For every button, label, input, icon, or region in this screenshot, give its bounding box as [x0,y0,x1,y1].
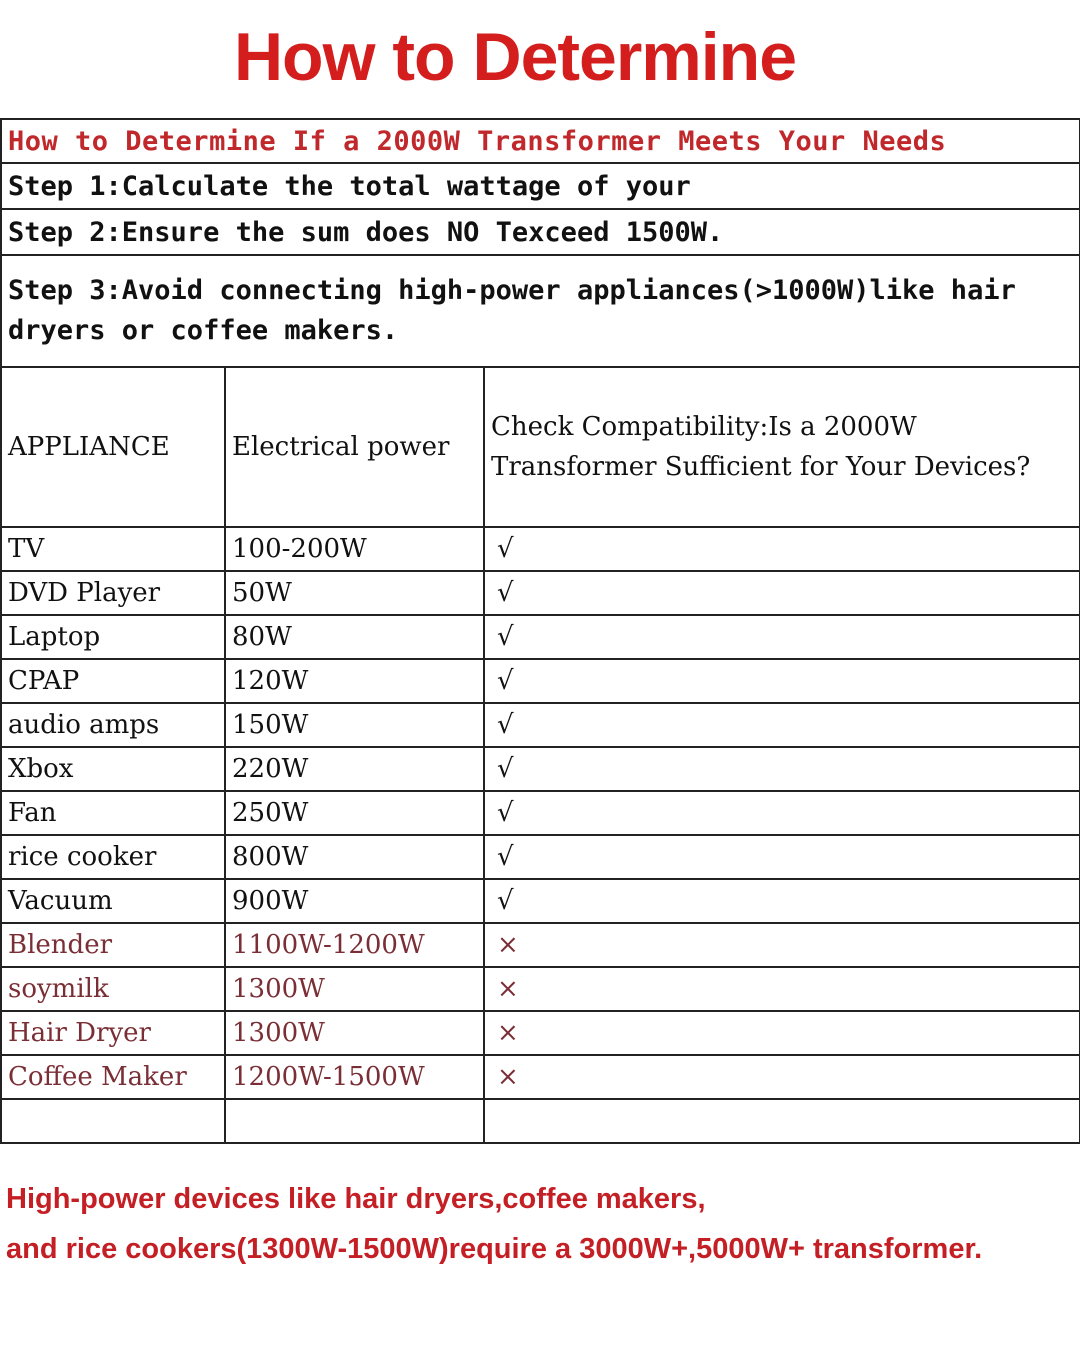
step-row [1,163,1080,209]
table-row [1,527,1080,571]
power-cell: 80W [225,615,484,659]
power-cell: 50W [225,571,484,615]
check-mark-icon: √ [484,835,1080,879]
check-mark-icon: √ [484,615,1080,659]
empty-row [1,1099,1080,1143]
empty-cell [225,1099,484,1143]
column-header-row [1,367,1080,527]
table-heading: How to Determine If a 2000W Transformer Meets Your Needs [1,119,1080,163]
power-cell: 1300W [225,967,484,1011]
appliance-cell: TV [1,527,225,571]
table-row [1,703,1080,747]
check-mark-icon: √ [484,879,1080,923]
check-mark-icon: √ [484,747,1080,791]
footer-note-line1: High-power devices like hair dryers,coffee makers, [6,1183,706,1215]
check-mark-icon: √ [484,527,1080,571]
appliance-cell: audio amps [1,703,225,747]
appliance-cell: DVD Player [1,571,225,615]
appliance-cell: Blender [1,923,225,967]
appliance-cell: Vacuum [1,879,225,923]
table-row [1,835,1080,879]
appliance-cell: Laptop [1,615,225,659]
step-2: Step 2:Ensure the sum does NO Texceed 1500W. [1,209,1080,255]
step-row [1,255,1080,367]
check-mark-icon: √ [484,703,1080,747]
table-row [1,1011,1080,1055]
cross-mark-icon: × [484,1011,1080,1055]
power-cell: 1300W [225,1011,484,1055]
step-1: Step 1:Calculate the total wattage of your [1,163,1080,209]
empty-cell [1,1099,225,1143]
table-row [1,1055,1080,1099]
appliance-cell: soymilk [1,967,225,1011]
page-title: How to Determine [233,19,797,95]
appliance-header: APPLIANCE [1,367,225,527]
check-mark-icon: √ [484,791,1080,835]
cross-mark-icon: × [484,967,1080,1011]
table-row [1,615,1080,659]
appliance-cell: Coffee Maker [1,1055,225,1099]
power-cell: 120W [225,659,484,703]
table-row [1,791,1080,835]
check-mark-icon: √ [484,571,1080,615]
table-row [1,967,1080,1011]
cross-mark-icon: × [484,923,1080,967]
heading-row [1,119,1080,163]
power-cell: 220W [225,747,484,791]
table-row [1,571,1080,615]
table-row [1,879,1080,923]
power-cell: 900W [225,879,484,923]
power-header: Electrical power [225,367,484,527]
compatibility-table [0,118,1080,1144]
check-mark-icon: √ [484,659,1080,703]
appliance-cell: Fan [1,791,225,835]
empty-cell [484,1099,1080,1143]
table-row [1,923,1080,967]
table-row [1,747,1080,791]
check-header: Check Compatibility:Is a 2000W Transformer Sufficient for Your Devices? [484,367,1080,527]
power-cell: 150W [225,703,484,747]
footer-note-line2: and rice cookers(1300W-1500W)require a 3000W+,5000W+ transformer. [6,1233,983,1265]
appliance-cell: Xbox [1,747,225,791]
step-3: Step 3:Avoid connecting high-power appliances(>1000W)like hair dryers or coffee makers. [1,255,1080,367]
cross-mark-icon: × [484,1055,1080,1099]
power-cell: 1100W-1200W [225,923,484,967]
power-cell: 800W [225,835,484,879]
appliance-cell: Hair Dryer [1,1011,225,1055]
step-row [1,209,1080,255]
appliance-cell: CPAP [1,659,225,703]
appliance-cell: rice cooker [1,835,225,879]
power-cell: 1200W-1500W [225,1055,484,1099]
power-cell: 250W [225,791,484,835]
power-cell: 100-200W [225,527,484,571]
table-row [1,659,1080,703]
